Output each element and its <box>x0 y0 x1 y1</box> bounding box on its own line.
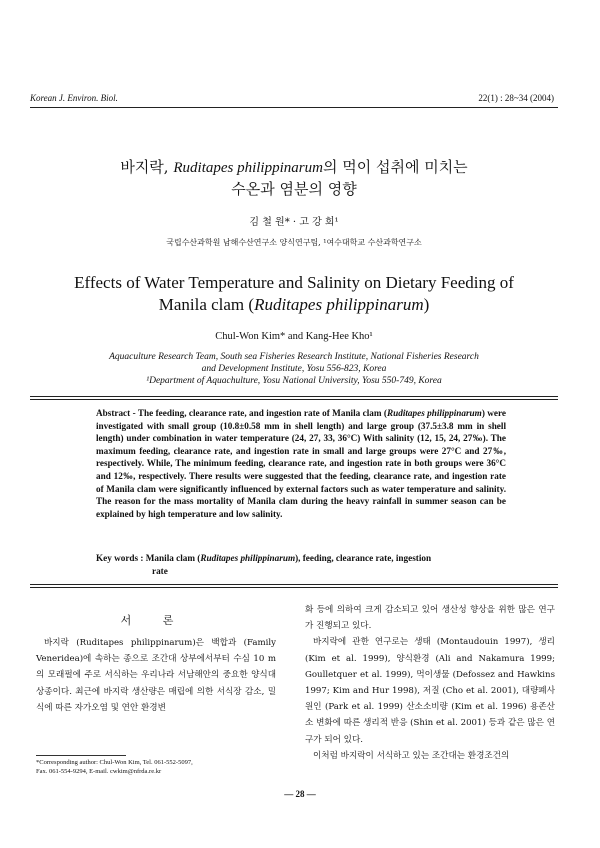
intro-right-column: 화 등에 의하여 크게 감소되고 있어 생산성 향상을 위한 많은 연구가 진행되고 있다. 바지락에 관한 연구로는 생태 (Montaudouin 1997), 생리 (Kim et al. 1999), 양식환경 (Ali and Nakamura 1999; Goulletquer et al. 1999), 먹이생물 (Defossez and Hawkins 1997; Kim and Hur 1998), 저질 (Cho et al. 2001), 대량폐사 원인 (Park et al. 1999) 산소소비량 (Kim et al. 1996) 용존산소 변화에 따른 생리적 반응 (Shin et al. 2001) 등과 같은 많은 연구가 되어 있다. 이처럼 바지락이 서식하고 있는 조간대는 환경조건의 <box>305 605 555 761</box>
header-rule <box>30 107 558 108</box>
volume-pages: 22(1) : 28~34 (2004) <box>478 93 554 103</box>
english-authors: Chul-Won Kim* and Kang-Hee Kho¹ <box>215 331 373 342</box>
english-title: Effects of Water Temperature and Salinity on Dietary Feeding of Manila clam (Ruditapes philippinarum) <box>74 273 514 314</box>
korean-title: 바지락, Ruditapes philippinarum의 먹이 섭취에 미치는 수온과 염분의 영향 <box>120 158 468 198</box>
footnote: *Corresponding author: Chul-Won Kim, Tel. 061-552-5097, Fax. 061-554-9294, E-mail. cwkim@nfrda.re.kr <box>36 759 193 775</box>
keywords: Key words : Manila clam (Ruditapes philippinarum), feeding, clearance rate, ingestion rate <box>96 553 432 576</box>
korean-authors: 김 철 원* · 고 강 희¹ <box>249 217 339 228</box>
abstract-rule-top <box>30 396 558 397</box>
section-heading-introduction: 서 론 <box>120 614 188 627</box>
korean-title-species: Ruditapes philippinarum <box>173 160 323 176</box>
footnote-rule <box>36 755 126 756</box>
abstract-rule-bottom <box>30 584 558 585</box>
abstract-rule-bottom-2 <box>30 587 558 588</box>
abstract: Abstract - The feeding, clearance rate, and ingestion rate of Manila clam (Ruditapes philippinarum) were investigated with small group (10.8±0.58 mm in shell length) and large group (37.5±3.8 mm in shell length) under combination in water temperature (24, 27, 33, 36°C) With salinity (12, 15, 24, 27‰). The maximum feeding, clearance rate, and ingestion rate in small and large groups were 27°C and 27‰, respectively. While, The minimum feeding, clearance rate, and ingestion rate in both groups were 36°C and 12‰, respectively. There results were suggested that the feeding, clearance rate, and ingestion rate of Manila clam were significantly influenced by external factors such as water temperature and salinity. The reason for the mass mortality of Manila clam during the heavy rainfall in summer season can be explained by high temperature and low salinity. <box>96 408 506 519</box>
page-number: — 28 — <box>284 789 316 799</box>
journal-name: Korean J. Environ. Biol. <box>30 93 118 103</box>
english-affiliation: Aquaculture Research Team, South sea Fisheries Research Institute, National Fisheries Research and Development Institute, Yosu 556-823, Korea ¹Department of Aquachulture, Yosu National University, Yosu 550-749, Korea <box>109 352 479 386</box>
abstract-rule-top-2 <box>30 399 558 400</box>
korean-affiliation: 국립수산과학원 남해수산연구소 양식연구팀, ¹여수대학교 수산과학연구소 <box>166 238 422 247</box>
intro-left-column: 바지락 (Ruditapes philippinarum)은 백합과 (Family Veneridea)에 속하는 종으로 조간대 상부에서부터 수심 10 m의 모래펄에 주로 서식하는 우리나라 서남해안의 중요한 양식대상종이다. 최근에 바지락 생산량은 매립에 의한 서식장 감소, 밀식에 따른 자가오염 및 연안 환경변 <box>36 638 276 713</box>
